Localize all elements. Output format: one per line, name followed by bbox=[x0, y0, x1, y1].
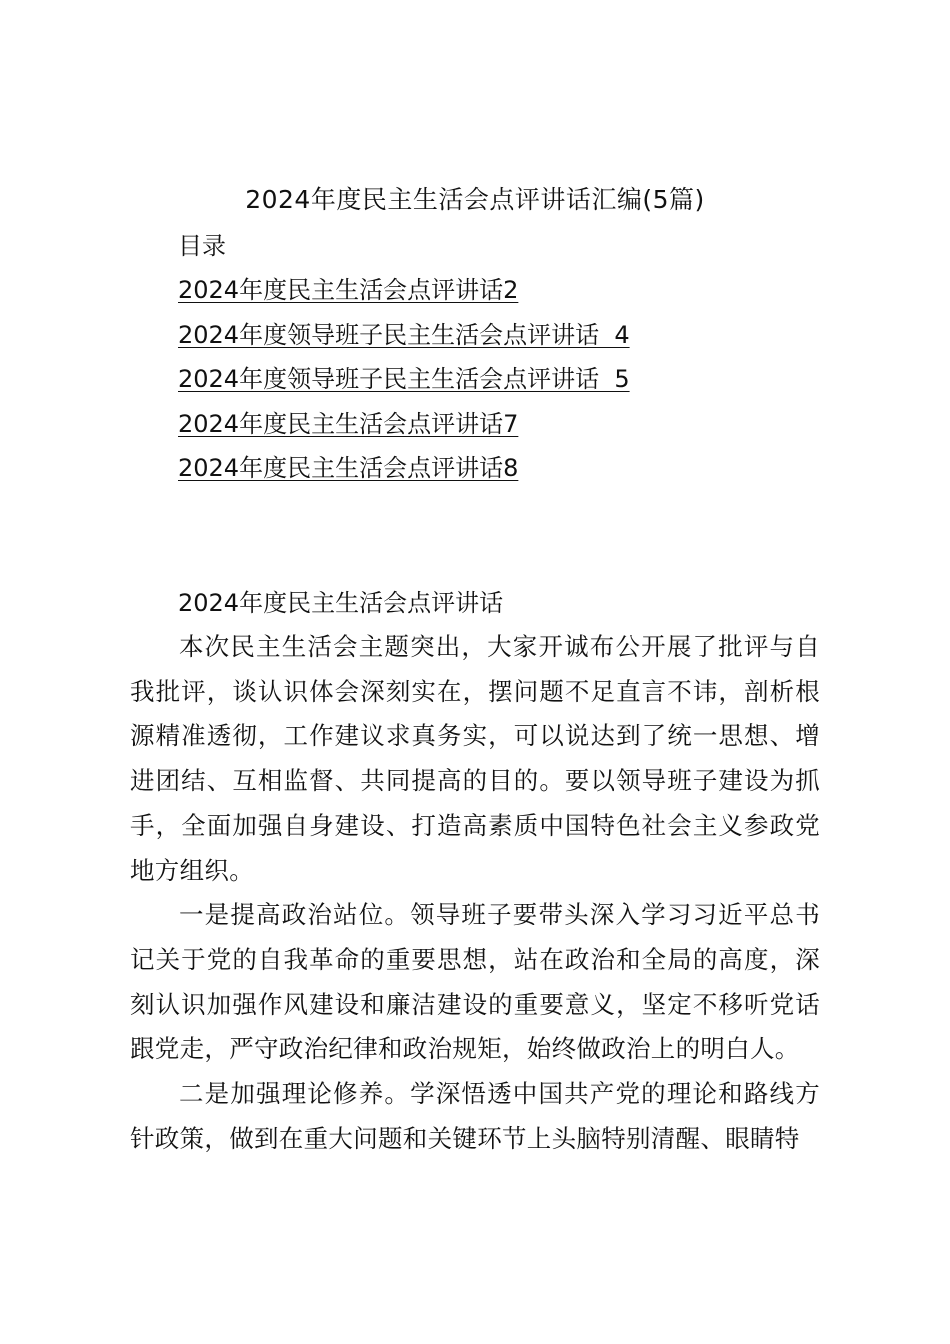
paragraph-3: 二是加强理论修养。学深悟透中国共产党的理论和路线方针政策，做到在重大问题和关键环节上头脑特别清醒、眼睛特 bbox=[130, 1079, 820, 1153]
toc-link-4[interactable]: 2024年度民主生活会点评讲话7 bbox=[178, 409, 519, 438]
document-title: 2024年度民主生活会点评讲话汇编(5篇) bbox=[245, 185, 705, 214]
toc-heading: 目录 bbox=[178, 232, 226, 260]
toc-link-1[interactable]: 2024年度民主生活会点评讲话2 bbox=[178, 276, 519, 304]
paragraph-1: 本次民主生活会主题突出，大家开诚布公开展了批评与自我批评，谈认识体会深刻实在，摆问题不足直言不讳，剖析根源精准透彻，工作建议求真务实，可以说达到了统一思想、增进团结、互相监督、共同提高的目的。要以领导班子建设为抓手，全面加强自身建设、打造高素质中国特色社会主义参政党地方组织。 bbox=[130, 632, 820, 885]
toc-link-5[interactable]: 2024年度民主生活会点评讲话8 bbox=[178, 454, 519, 482]
body-text bbox=[130, 625, 820, 1161]
section-title: 2024年度民主生活会点评讲话 bbox=[178, 589, 504, 617]
paragraph-2: 一是提高政治站位。领导班子要带头深入学习习近平总书记关于党的自我革命的重要思想，站在政治和全局的高度，深刻认识加强作风建设和廉洁建设的重要意义，坚定不移听党话跟党走，严守政治纪律和政治规矩，始终做政治上的明白人。 bbox=[130, 900, 820, 1064]
toc-link-3[interactable]: 2024年度领导班子民主生活会点评讲话 5 bbox=[178, 365, 630, 393]
toc-link-2[interactable]: 2024年度领导班子民主生活会点评讲话 4 bbox=[178, 320, 630, 349]
table-of-contents bbox=[178, 268, 630, 491]
